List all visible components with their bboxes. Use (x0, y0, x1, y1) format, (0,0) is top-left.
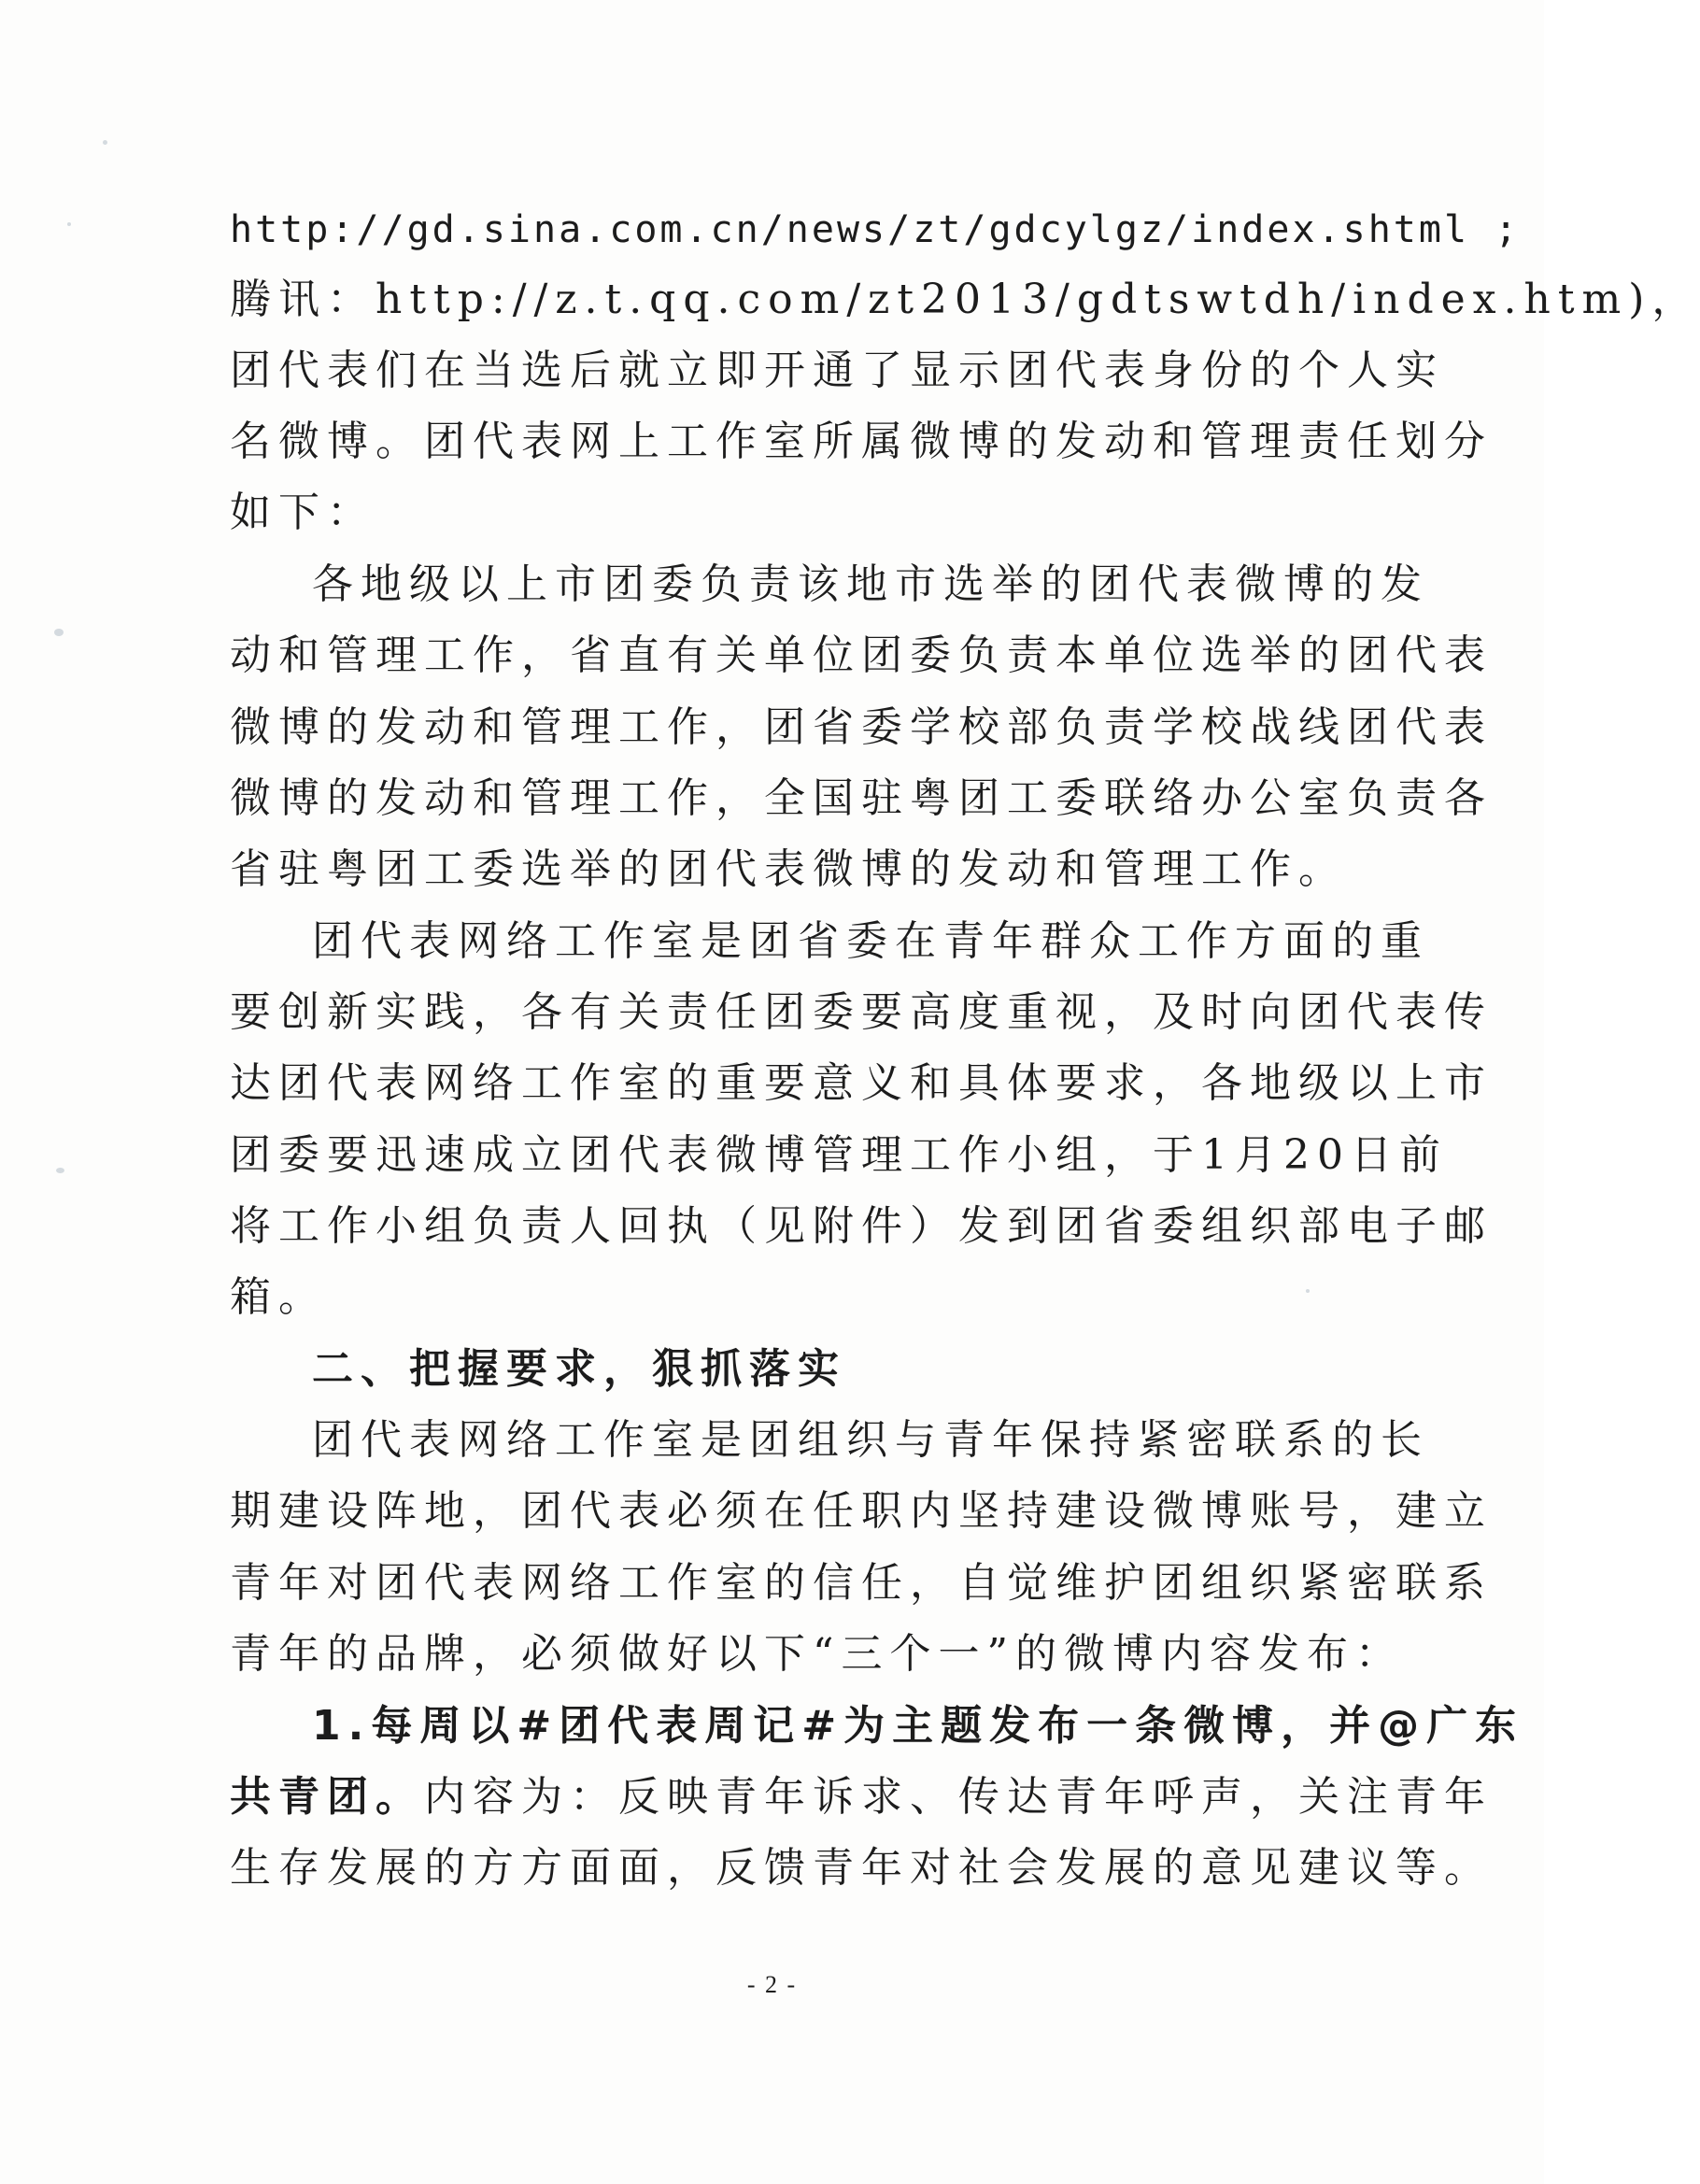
body-line: 省驻粤团工委选举的团代表微博的发动和管理工作。 (230, 845, 1347, 893)
body-line: 期建设阵地，团代表必须在任职内坚持建设微博账号，建立 (230, 1487, 1493, 1535)
body-line: 如下： (230, 489, 375, 536)
body-line: http://gd.sina.com.cn/news/zt/gdcylgz/index.shtml ; (230, 208, 1521, 251)
body-line: 团委要迅速成立团代表微博管理工作小组，于1月20日前 (230, 1131, 1448, 1179)
scan-speck (67, 222, 71, 226)
body-line-text: 内容为：反映青年诉求、传达青年呼声，关注青年 (424, 1773, 1493, 1821)
body-line: 生存发展的方方面面，反馈青年对社会发展的意见建议等。 (230, 1844, 1493, 1892)
body-line: 要创新实践，各有关责任团委要高度重视，及时向团代表传 (230, 988, 1493, 1036)
body-line: 微博的发动和管理工作，全国驻粤团工委联络办公室负责各 (230, 774, 1493, 822)
body-line: 青年的品牌，必须做好以下“三个一”的微博内容发布： (230, 1630, 1404, 1678)
body-line (230, 1769, 1493, 1825)
paragraph-first-line: 团代表网络工作室是团组织与青年保持紧密联系的长 (312, 1416, 1429, 1464)
body-line: 名微博。团代表网上工作室所属微博的发动和管理责任划分 (230, 418, 1493, 465)
page-number: - 2 - (746, 1971, 798, 1998)
section-heading: 二、把握要求，狠抓落实 (312, 1345, 846, 1393)
body-line-text: 腾讯：http://z.t.qq.com/zt2013/gdtswtdh/index.htm)， (230, 276, 1700, 323)
scan-speck (103, 140, 107, 145)
body-line: 达团代表网络工作室的重要意义和具体要求，各地级以上市 (230, 1059, 1493, 1107)
item-heading: 1.每周以#团代表周记#为主题发布一条微博，并@广东 (312, 1702, 1524, 1750)
body-line: 动和管理工作，省直有关单位团委负责本单位选举的团代表 (230, 631, 1493, 679)
body-line: 将工作小组负责人回执（见附件）发到团省委组织部电子邮 (230, 1202, 1493, 1250)
scan-speck (1306, 1289, 1310, 1293)
body-line (230, 272, 1700, 328)
item-heading-end: 共青团。 (230, 1773, 424, 1821)
scan-speck (54, 629, 64, 636)
body-line: 微博的发动和管理工作，团省委学校部负责学校战线团代表 (230, 703, 1493, 751)
paragraph-first-line: 团代表网络工作室是团省委在青年群众工作方面的重 (312, 917, 1429, 965)
paragraph-first-line: 各地级以上市团委负责该地市选举的团代表微博的发 (312, 560, 1429, 608)
scan-speck (56, 1168, 64, 1173)
body-line: 团代表们在当选后就立即开通了显示团代表身份的个人实 (230, 347, 1444, 394)
body-line: 青年对团代表网络工作室的信任，自觉维护团组织紧密联系 (230, 1559, 1493, 1607)
body-line: 箱。 (230, 1273, 327, 1321)
